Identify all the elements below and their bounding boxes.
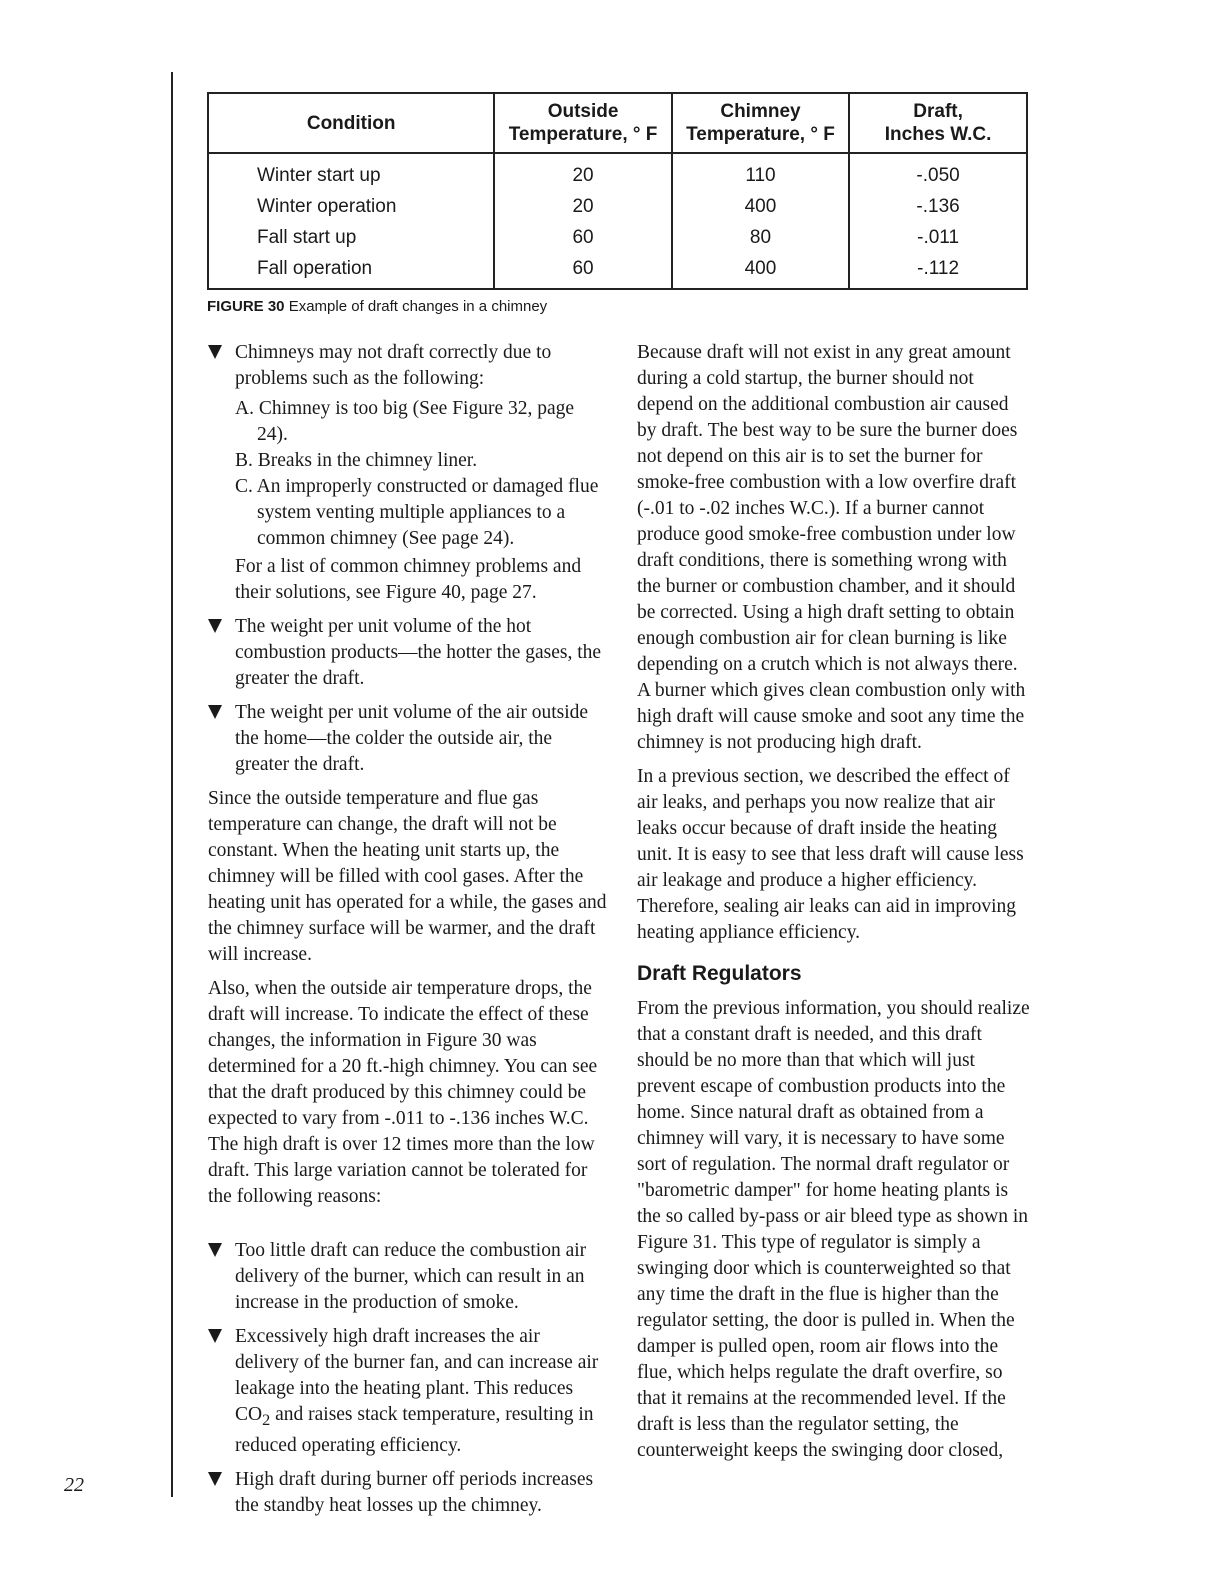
bullet-text: Too little draft can reduce the combustion air delivery of the burner, which can result in an increase in the production of smoke. <box>235 1240 587 1313</box>
table-cell: 60 <box>494 253 671 289</box>
bullet-text: High draft during burner off periods increases the standby heat losses up the chimney. <box>235 1468 594 1516</box>
figure-caption <box>207 298 547 315</box>
draft-table <box>207 92 1028 290</box>
figure-label: FIGURE 30 <box>207 298 285 315</box>
bullet-text: Chimneys may not draft correctly due to problems such as the following: <box>235 342 552 389</box>
table-cell: 60 <box>494 222 671 253</box>
table-row <box>208 191 1027 222</box>
page-number: 22 <box>64 1474 84 1496</box>
triangle-bullet-icon <box>208 345 222 359</box>
triangle-bullet-icon <box>208 1243 222 1257</box>
paragraph: From the previous information, you should realize that a constant draft is needed, and this draft should be no more than that which will just prevent escape of combustion products into the home. Since natural draft as obtained from a chimney will vary, it is necessary to have some sort of regulation. The normal draft regulator or "barometric damper" for home heating plants is the so called by-pass or air bleed type as shown in Figure 31. This type of regulator is simply a swinging door which is counterweighted so that any time the draft in the flue is higher than the regulator setting, the door is pulled in. When the damper is pulled open, room air flows into the flue, which helps regulate the draft overfire, so that it remains at the recommended level. If the draft is less than the regulator setting, the counterweight keeps the swinging door closed, <box>637 998 1030 1461</box>
figure-caption-text: Example of draft changes in a chimney <box>288 298 548 315</box>
paragraph: Also, when the outside air temperature drops, the draft will increase. To indicate the effect of these changes, the information in Figure 30 was determined for a 20 ft.-high chimney. You can see that the draft produced by this chimney could be expected to vary from -.011 to -.136 inches W.C. The high draft is over 12 times more than the low draft. This large variation cannot be tolerated for the following reasons: <box>208 978 598 1207</box>
paragraph: In a previous section, we described the effect of air leaks, and perhaps you now realize that air leaks occur because of draft inside the heating unit. It is easy to see that less draft will cause less air leakage and produce a higher efficiency. Therefore, sealing air leaks can aid in improving heating appliance efficiency. <box>637 766 1024 943</box>
table-header-row <box>208 93 1027 153</box>
bullet-item <box>208 700 608 778</box>
table-cell: Fall operation <box>208 253 494 289</box>
bullet-item <box>208 1324 608 1459</box>
triangle-bullet-icon <box>208 705 222 719</box>
bullet-item <box>208 1238 608 1316</box>
bullet-text: Excessively high draft increases the air delivery of the burner fan, and can increase air leakage into the heating plant. This reduces $CO_2$ and raises stack temperature, resulting in reduced operating efficiency. <box>235 1326 599 1456</box>
table-cell: -.136 <box>849 191 1027 222</box>
table-cell: Winter operation <box>208 191 494 222</box>
left-column <box>208 340 608 1527</box>
right-column <box>637 340 1032 1472</box>
table-cell: -.011 <box>849 222 1027 253</box>
table-cell: 80 <box>672 222 849 253</box>
table-cell: 400 <box>672 253 849 289</box>
bullet-item <box>208 1467 608 1519</box>
table-row <box>208 153 1027 191</box>
header-outside-temp: Outside Temperature, ° F <box>494 93 671 153</box>
bullet-item <box>208 340 608 606</box>
triangle-bullet-icon <box>208 619 222 633</box>
margin-rule <box>171 72 173 1497</box>
paragraph: Since the outside temperature and flue gas temperature can change, the draft will not be constant. When the heating unit starts up, the chimney will be filled with cool gases. After the heating unit has operated for a while, the gases and the chimney surface will be warmer, and the draft will increase. <box>208 788 607 965</box>
sub-list <box>235 396 608 552</box>
triangle-bullet-icon <box>208 1472 222 1486</box>
table-cell: 110 <box>672 153 849 191</box>
table-cell: Winter start up <box>208 153 494 191</box>
sub-list-item: B. Breaks in the chimney liner. <box>235 450 478 471</box>
header-draft: Draft, Inches W.C. <box>849 93 1027 153</box>
bullet-text: The weight per unit volume of the hot combustion products—the hotter the gases, the greater the draft. <box>235 616 602 689</box>
section-heading: Draft Regulators <box>637 962 802 985</box>
table-cell: -.050 <box>849 153 1027 191</box>
header-condition: Condition <box>208 93 494 153</box>
sub-list-item: C. An improperly constructed or damaged flue system venting multiple appliances to a common chimney (See page 24). <box>235 476 599 549</box>
table-cell: 400 <box>672 191 849 222</box>
table-row <box>208 222 1027 253</box>
paragraph: Because draft will not exist in any great amount during a cold startup, the burner should not depend on the additional combustion air caused by draft. The best way to be sure the burner does not depend on this air is to set the burner for smoke-free combustion with a low overfire draft (-.01 to -.02 inches W.C.). If a burner cannot produce good smoke-free combustion under low draft conditions, there is something wrong with the burner or combustion chamber, and it should be corrected. Using a high draft setting to obtain enough combustion air for clean burning is like depending on a crutch which is not always there. A burner which gives clean combustion only with high draft will cause smoke and soot any time the chimney is not producing high draft. <box>637 342 1026 753</box>
table-row <box>208 253 1027 289</box>
table-cell: Fall start up <box>208 222 494 253</box>
header-chimney-temp: Chimney Temperature, ° F <box>672 93 849 153</box>
table-cell: -.112 <box>849 253 1027 289</box>
table-cell: 20 <box>494 191 671 222</box>
bullet-item <box>208 614 608 692</box>
bullet-text: The weight per unit volume of the air outside the home—the colder the outside air, the greater the draft. <box>235 702 589 775</box>
sub-list-item: A. Chimney is too big (See Figure 32, page 24). <box>235 398 575 445</box>
table-cell: 20 <box>494 153 671 191</box>
triangle-bullet-icon <box>208 1329 222 1343</box>
bullet-note: For a list of common chimney problems and their solutions, see Figure 40, page 27. <box>235 556 582 603</box>
